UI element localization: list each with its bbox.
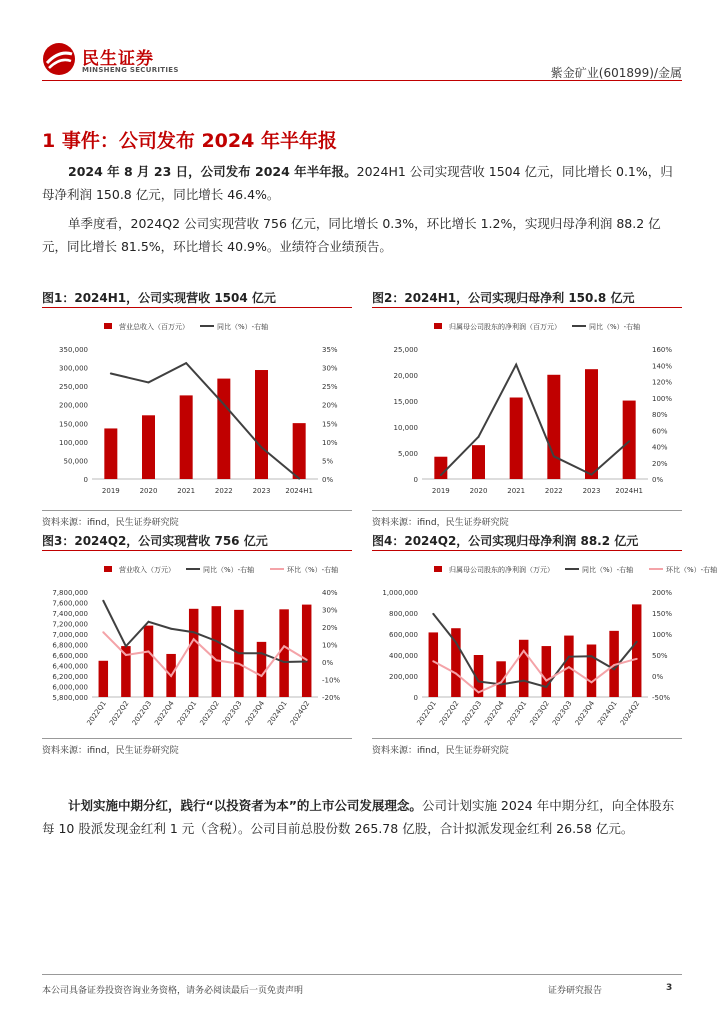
series-point-1 — [455, 641, 457, 643]
page-header — [42, 42, 682, 82]
x-tick-label: 2022Q2 — [438, 699, 461, 727]
y2-tick-label: 20% — [652, 459, 668, 468]
bar-2022Q1 — [99, 661, 108, 697]
y2-tick-label: 140% — [652, 362, 673, 371]
y-tick-label: 5,000 — [397, 450, 418, 458]
y-tick-label: 0 — [413, 476, 418, 484]
x-tick-label: 2023Q1 — [505, 699, 529, 727]
footer-disclaimer: 本公司具备证券投资咨询业务资格，请务必阅读最后一页免责声明 — [42, 986, 304, 996]
x-tick-label: 2019 — [101, 487, 120, 495]
paragraph-dividend-bold: 计划实施中期分红，践行“以投资者为本”的上市公司发展理念。 — [68, 798, 422, 813]
y2-tick-label: 120% — [652, 378, 673, 387]
y2-tick-label: 25% — [322, 383, 338, 392]
series-point-2 — [636, 658, 638, 660]
figure-1-source: 资料来源：ifind，民生证券研究院 — [42, 510, 352, 528]
legend-swatch-0 — [434, 566, 442, 572]
series-line-1 — [441, 365, 629, 476]
bar-2020 — [472, 445, 485, 479]
y2-tick-label: 15% — [322, 420, 338, 429]
x-tick-label: 2024H1 — [285, 487, 313, 495]
y-tick-label: 20,000 — [393, 372, 418, 380]
y2-tick-label: 0% — [652, 673, 664, 681]
series-point-1 — [148, 621, 150, 623]
figure-4-source: 资料来源：ifind，民生证券研究院 — [372, 738, 682, 756]
x-tick-label: 2023Q2 — [198, 699, 221, 727]
chart-1-revenue-annual — [42, 311, 352, 509]
series-point-1 — [261, 652, 263, 654]
stock-label: 紫金矿业(601899)/金属 — [550, 66, 682, 80]
x-tick-label: 2023Q3 — [551, 699, 574, 727]
y2-tick-label: 0% — [652, 476, 664, 484]
y-tick-label: 15,000 — [393, 398, 418, 406]
series-line-1 — [433, 614, 636, 687]
y-tick-label: 400,000 — [389, 652, 418, 660]
y2-tick-label: 0% — [322, 659, 334, 667]
bar-2023Q4 — [587, 645, 596, 698]
y2-tick-label: 160% — [652, 346, 673, 354]
x-tick-label: 2024Q1 — [596, 699, 619, 727]
series-point-1 — [440, 474, 442, 476]
y-tick-label: 7,000,000 — [52, 631, 88, 639]
x-tick-label: 2021 — [507, 487, 526, 495]
footer-divider — [42, 974, 682, 975]
figure-2-source: 资料来源：ifind，民生证券研究院 — [372, 510, 682, 528]
bar-2019 — [104, 428, 117, 479]
x-tick-label: 2022 — [214, 487, 233, 495]
bar-2021 — [510, 398, 523, 479]
bar-2020 — [142, 415, 155, 479]
y-tick-label: 6,400,000 — [52, 662, 88, 671]
figure-1 — [42, 289, 352, 529]
series-line-1 — [111, 363, 299, 479]
series-point-2 — [261, 675, 263, 677]
legend-label-1: 同比（%）-右轴 — [582, 566, 634, 574]
series-point-1 — [515, 364, 517, 366]
bar-2021 — [180, 395, 193, 479]
series-point-1 — [591, 474, 593, 476]
series-point-1 — [125, 645, 127, 647]
paragraph-dividend-text: 公司计划实施 2024 年中期分红，向全体股东每 10 股派发现金红利 1 元（含税）。公司目前总股份数 265.78 亿股，合计拟派发现金红利 26.58 亿元。 — [42, 798, 675, 836]
x-tick-label: 2023Q4 — [573, 699, 597, 727]
figure-3-source: 资料来源：ifind，民生证券研究院 — [42, 738, 352, 756]
chart-2-profit-annual — [372, 311, 682, 509]
y2-tick-label: -50% — [652, 694, 671, 702]
series-point-2 — [455, 672, 457, 674]
series-point-2 — [591, 681, 593, 683]
bar-2024Q1 — [279, 609, 288, 697]
bar-2024Q2 — [632, 604, 641, 697]
series-point-2 — [148, 651, 150, 653]
series-point-1 — [432, 613, 434, 615]
series-point-2 — [568, 666, 570, 668]
x-tick-label: 2022Q2 — [108, 699, 131, 727]
x-tick-label: 2022Q4 — [483, 699, 506, 727]
x-tick-label: 2020 — [469, 487, 488, 495]
x-tick-label: 2022Q1 — [415, 699, 438, 727]
figure-4-title: 图4：2024Q2，公司实现归母净利润 88.2 亿元 — [372, 532, 682, 551]
bar-2024Q2 — [302, 605, 311, 697]
x-tick-label: 2022Q3 — [460, 699, 484, 727]
bar-2022 — [547, 375, 560, 479]
series-point-1 — [215, 640, 217, 642]
x-tick-label: 2022Q4 — [153, 699, 176, 727]
series-point-2 — [283, 645, 285, 647]
bar-2023 — [255, 370, 268, 479]
y2-tick-label: 5% — [322, 457, 334, 466]
x-tick-label: 2022Q1 — [85, 699, 108, 727]
y-tick-label: 600,000 — [389, 631, 418, 639]
y-tick-label: 200,000 — [389, 673, 418, 681]
series-point-2 — [613, 664, 615, 666]
y2-tick-label: 100% — [652, 631, 673, 639]
y-tick-label: 7,600,000 — [52, 599, 88, 608]
y-tick-label: 6,600,000 — [52, 652, 88, 660]
series-point-2 — [125, 654, 127, 656]
chart-4-profit-quarterly — [372, 554, 718, 737]
y2-tick-label: 200% — [652, 589, 673, 597]
series-point-1 — [553, 455, 555, 457]
x-tick-label: 2023Q3 — [221, 699, 244, 727]
series-point-1 — [148, 381, 150, 383]
x-tick-label: 2024Q1 — [266, 699, 289, 727]
bar-2024H1 — [623, 401, 636, 479]
series-point-1 — [102, 600, 104, 602]
legend-label-0: 归属母公司股东的净利润（万元） — [449, 566, 554, 574]
legend-label-0: 营业总收入（百万元） — [119, 323, 189, 331]
bar-2023Q2 — [212, 606, 221, 697]
x-tick-label: 2024Q2 — [618, 699, 642, 727]
y2-tick-label: 30% — [322, 606, 338, 615]
y2-tick-label: 100% — [652, 394, 673, 403]
legend-label-0: 归属母公司股东的净利润（百万元） — [449, 323, 561, 331]
y-tick-label: 150,000 — [59, 420, 88, 429]
y2-tick-label: 20% — [322, 401, 338, 410]
y-tick-label: 0 — [83, 476, 88, 484]
series-point-1 — [238, 652, 240, 654]
y-tick-label: 250,000 — [59, 383, 88, 392]
series-point-1 — [636, 641, 638, 643]
y-tick-label: 50,000 — [63, 457, 88, 466]
legend-label-1: 同比（%）-右轴 — [589, 323, 641, 331]
bar-2023Q2 — [542, 646, 551, 697]
legend-label-1: 同比（%）-右轴 — [217, 323, 269, 331]
x-tick-label: 2022Q3 — [130, 699, 154, 727]
page-number: 3 — [666, 983, 673, 993]
minsheng-logo-icon — [42, 42, 76, 76]
footer-report-type: 证券研究报告 — [548, 986, 603, 996]
y-tick-label: 350,000 — [59, 346, 88, 354]
series-point-2 — [102, 631, 104, 633]
x-tick-label: 2022 — [544, 487, 563, 495]
figure-4 — [372, 532, 718, 757]
section-title: 1 事件：公司发布 2024 年半年报 — [42, 130, 337, 152]
series-point-2 — [215, 659, 217, 661]
paragraph-quarterly-text: 单季度看，2024Q2 公司实现营收 756 亿元，同比增长 0.3%，环比增长 1.2%，实现归母净利润 88.2 亿元，同比增长 81.5%，环比增长 40.9%。业绩符合业绩预告。 — [42, 216, 661, 254]
y-tick-label: 6,800,000 — [52, 641, 88, 650]
legend-swatch-0 — [104, 323, 112, 329]
y2-tick-label: 30% — [322, 364, 338, 373]
series-point-1 — [613, 668, 615, 670]
y2-tick-label: 150% — [652, 610, 673, 618]
paragraph-event-text: 2024H1 公司实现营收 1504 亿元，同比增长 0.1%，归母净利润 150.8 亿元，同比增长 46.4%。 — [42, 164, 673, 202]
y-tick-label: 1,000,000 — [382, 589, 418, 597]
paragraph-dividend — [42, 794, 682, 840]
series-point-2 — [523, 650, 525, 652]
header-divider — [42, 80, 682, 81]
y2-tick-label: 50% — [652, 652, 668, 660]
series-point-1 — [185, 362, 187, 364]
chart-3-revenue-quarterly — [42, 554, 352, 737]
series-point-2 — [432, 660, 434, 662]
x-tick-label: 2020 — [139, 487, 158, 495]
series-point-2 — [170, 675, 172, 677]
series-point-2 — [238, 663, 240, 665]
y2-tick-label: 60% — [652, 427, 668, 436]
series-point-1 — [193, 631, 195, 633]
x-tick-label: 2023Q2 — [528, 699, 551, 727]
series-point-2 — [193, 638, 195, 640]
y-tick-label: 6,200,000 — [52, 673, 88, 681]
legend-label-2: 环比（%）-右轴 — [666, 566, 718, 574]
y-tick-label: 0 — [413, 694, 418, 702]
legend-swatch-0 — [434, 323, 442, 329]
y2-tick-label: 40% — [322, 589, 338, 597]
logo-text-cn: 民生证券 — [82, 49, 154, 69]
series-point-1 — [478, 680, 480, 682]
y2-tick-label: 40% — [652, 443, 668, 452]
series-point-2 — [478, 691, 480, 693]
x-tick-label: 2024Q2 — [288, 699, 312, 727]
paragraph-quarterly — [42, 212, 682, 258]
series-point-1 — [223, 403, 225, 405]
x-tick-label: 2021 — [177, 487, 196, 495]
series-point-1 — [298, 478, 300, 480]
y-tick-label: 7,800,000 — [52, 589, 88, 597]
x-tick-label: 2023Q1 — [175, 699, 199, 727]
bar-2023Q1 — [519, 640, 528, 697]
series-point-1 — [591, 655, 593, 657]
x-tick-label: 2023 — [582, 487, 601, 495]
figure-3 — [42, 532, 352, 757]
y-tick-label: 10,000 — [393, 424, 418, 432]
bar-2023 — [585, 369, 598, 479]
series-point-1 — [545, 686, 547, 688]
y-tick-label: 7,400,000 — [52, 610, 88, 618]
bar-2022 — [217, 379, 230, 479]
legend-label-0: 营业收入（万元） — [119, 566, 175, 574]
x-tick-label: 2023Q4 — [243, 699, 267, 727]
y-tick-label: 200,000 — [59, 401, 88, 410]
y-tick-label: 800,000 — [389, 610, 418, 618]
y2-tick-label: -20% — [322, 694, 341, 702]
x-tick-label: 2023 — [252, 487, 271, 495]
figure-2 — [372, 289, 682, 529]
series-point-1 — [568, 656, 570, 658]
series-point-2 — [500, 681, 502, 683]
series-point-1 — [170, 628, 172, 630]
bar-2022Q1 — [429, 632, 438, 697]
paragraph-event — [42, 160, 682, 206]
bar-2023Q4 — [257, 642, 266, 697]
y2-tick-label: -10% — [322, 676, 341, 685]
y-tick-label: 100,000 — [59, 438, 88, 447]
y-tick-label: 5,800,000 — [52, 694, 88, 702]
paragraph-event-bold: 2024 年 8 月 23 日，公司发布 2024 年半年报。 — [68, 164, 357, 179]
y2-tick-label: 20% — [322, 624, 338, 632]
figure-3-title: 图3：2024Q2，公司实现营收 756 亿元 — [42, 532, 352, 551]
series-point-1 — [283, 661, 285, 663]
y2-tick-label: 10% — [322, 438, 338, 447]
series-point-1 — [261, 446, 263, 448]
figure-1-title: 图1：2024H1，公司实现营收 1504 亿元 — [42, 289, 352, 308]
legend-label-2: 环比（%）-右轴 — [287, 566, 339, 574]
legend-swatch-0 — [104, 566, 112, 572]
bar-2024H1 — [293, 423, 306, 479]
logo-text-en: MINSHENG SECURITIES — [82, 66, 179, 74]
y-tick-label: 7,200,000 — [52, 620, 88, 629]
legend-label-1: 同比（%）-右轴 — [203, 566, 255, 574]
series-point-1 — [628, 440, 630, 442]
series-point-1 — [478, 436, 480, 438]
series-point-2 — [545, 680, 547, 682]
y2-tick-label: 35% — [322, 346, 338, 354]
x-tick-label: 2024H1 — [615, 487, 643, 495]
bar-2022Q3 — [144, 626, 153, 697]
y-tick-label: 25,000 — [393, 346, 418, 354]
bar-2023Q1 — [189, 609, 198, 697]
y-tick-label: 6,000,000 — [52, 683, 88, 692]
y2-tick-label: 80% — [652, 411, 668, 419]
series-point-1 — [110, 373, 112, 375]
figure-2-title: 图2：2024H1，公司实现归母净利 150.8 亿元 — [372, 289, 682, 308]
y2-tick-label: 0% — [322, 476, 334, 484]
y2-tick-label: 10% — [322, 641, 338, 650]
y-tick-label: 300,000 — [59, 364, 88, 373]
series-point-1 — [523, 680, 525, 682]
series-point-2 — [306, 659, 308, 661]
x-tick-label: 2019 — [431, 487, 450, 495]
